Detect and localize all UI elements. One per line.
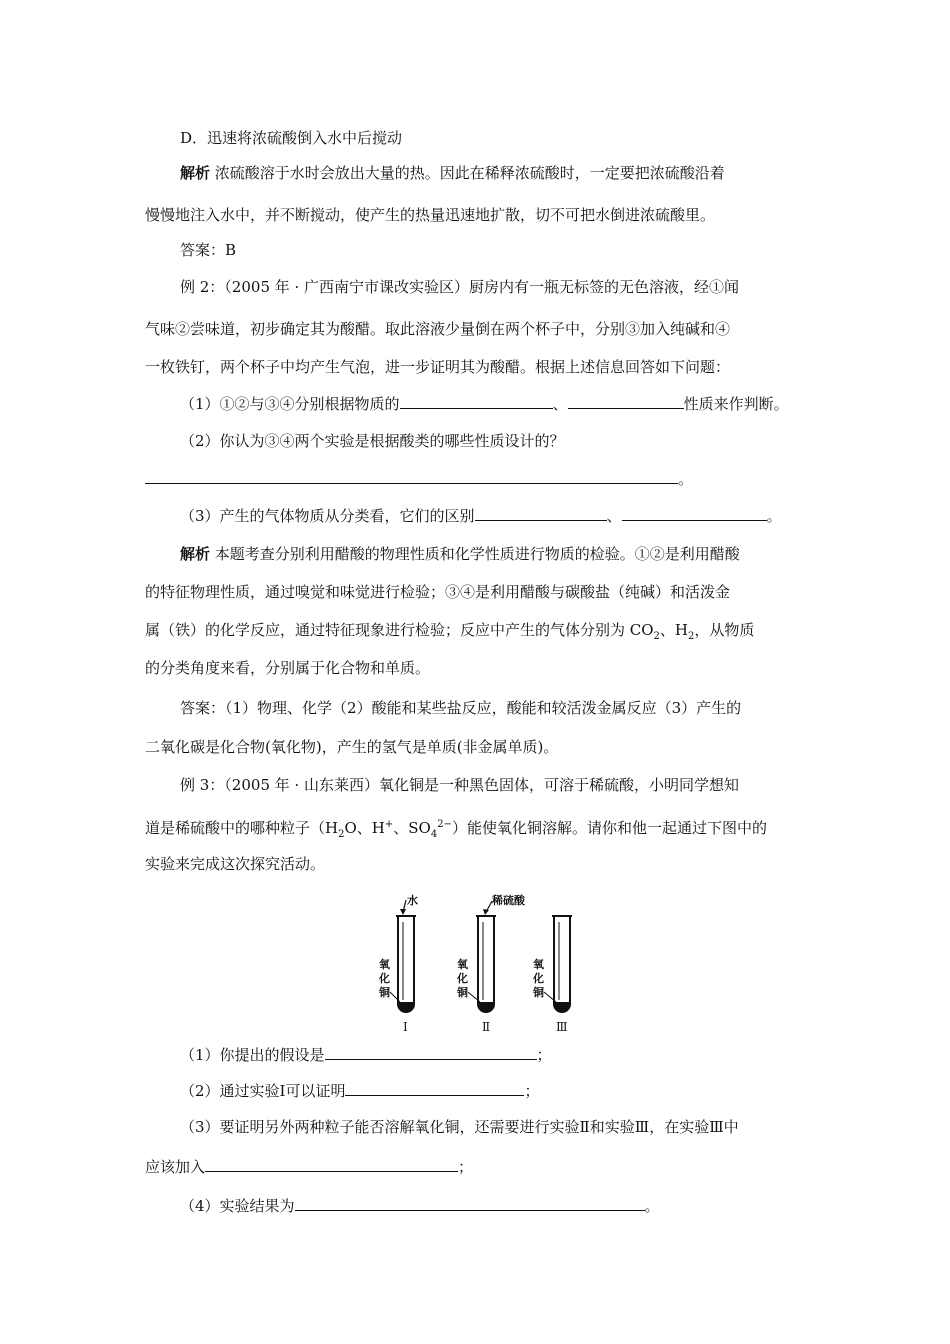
analysis-1-line-1 bbox=[180, 163, 725, 183]
period: 。 bbox=[644, 1197, 660, 1215]
example-3-question-2 bbox=[180, 1081, 540, 1101]
subscript: 2 bbox=[653, 631, 660, 642]
tube-label-2: Ⅱ bbox=[482, 1020, 491, 1034]
period: 。 bbox=[678, 470, 694, 488]
analysis-2-line-1 bbox=[180, 544, 740, 564]
example-3-line-1: 例 3：（2005 年 · 山东莱西）氧化铜是一种黑色固体，可溶于稀硫酸，小明同学想知 bbox=[180, 776, 740, 794]
test-tube-figure bbox=[370, 888, 585, 1035]
label-cuo-3: 铜 bbox=[379, 986, 390, 999]
analysis-1-line-2: 慢慢地注入水中，并不断搅动，使产生的热量迅速地扩散，切不可把水倒进浓硫酸里。 bbox=[145, 206, 716, 224]
analysis-label: 解析 bbox=[180, 164, 211, 182]
answer-blank[interactable] bbox=[345, 1081, 524, 1096]
answer-blank[interactable] bbox=[622, 506, 767, 521]
example-3-question-1 bbox=[180, 1045, 552, 1065]
example-2-line-1: 例 2：（2005 年 · 广西南宁市课改实验区）厨房内有一瓶无标签的无色溶液，经①闻 bbox=[180, 278, 740, 296]
text: 、SO bbox=[393, 819, 431, 837]
example-3-question-3-line-1: （3）要证明另外两种粒子能否溶解氧化铜，还需要进行实验Ⅱ和实验Ⅲ，在实验Ⅲ中 bbox=[180, 1118, 739, 1136]
subscript: 4 bbox=[430, 829, 438, 840]
tube-label-3: Ⅲ bbox=[556, 1020, 568, 1034]
example-3-question-4 bbox=[180, 1196, 660, 1216]
answer-blank[interactable] bbox=[145, 469, 678, 484]
separator: 、 bbox=[552, 395, 568, 413]
answer-blank[interactable] bbox=[475, 506, 607, 521]
text: ，从物质 bbox=[694, 621, 755, 639]
semicolon: ； bbox=[536, 1046, 552, 1064]
option-d: D．迅速将浓硫酸倒入水中后搅动 bbox=[180, 129, 403, 147]
analysis-2-line-4: 的分类角度来看，分别属于化合物和单质。 bbox=[145, 659, 431, 677]
question-text: （3）产生的气体物质从分类看，它们的区别 bbox=[180, 507, 475, 525]
answer-blank[interactable] bbox=[325, 1045, 537, 1060]
superscript: 2− bbox=[437, 819, 452, 830]
text: 道是稀硫酸中的哪种粒子（H bbox=[145, 819, 339, 837]
label-dilute-sulfuric-acid: 稀硫酸 bbox=[492, 894, 525, 907]
answer-blank[interactable] bbox=[568, 394, 684, 409]
example-2-line-3: 一枚铁钉，两个杯子中均产生气泡，进一步证明其为酸醋。根据上述信息回答如下问题： bbox=[145, 358, 731, 376]
label-cuo-1: 氧 bbox=[533, 958, 544, 971]
question-text: 性质来作判断。 bbox=[683, 395, 789, 413]
label-cuo-3: 铜 bbox=[533, 986, 544, 999]
example-3-line-3: 实验来完成这次探究活动。 bbox=[145, 855, 326, 873]
analysis-text: 本题考查分别利用醋酸的物理性质和化学性质进行物质的检验。①②是利用醋酸 bbox=[214, 545, 740, 563]
semicolon: ； bbox=[524, 1082, 540, 1100]
separator: 、 bbox=[606, 507, 622, 525]
period: 。 bbox=[766, 507, 782, 525]
answer-1: 答案：B bbox=[180, 241, 237, 259]
analysis-2-line-3 bbox=[145, 620, 754, 647]
label-cuo-2: 化 bbox=[379, 972, 390, 985]
superscript: + bbox=[384, 819, 394, 830]
analysis-label: 解析 bbox=[180, 545, 211, 563]
subscript: 2 bbox=[688, 631, 695, 642]
example-3-line-2 bbox=[145, 815, 767, 845]
answer-blank[interactable] bbox=[295, 1196, 645, 1211]
subscript: 2 bbox=[338, 829, 345, 840]
question-text: （1）你提出的假设是 bbox=[180, 1046, 325, 1064]
example-2-question-3 bbox=[180, 506, 782, 526]
answer-blank[interactable] bbox=[205, 1157, 458, 1172]
text: 、H bbox=[659, 621, 689, 639]
question-text: 应该加入 bbox=[145, 1158, 206, 1176]
tube-label-1: Ⅰ bbox=[403, 1020, 408, 1034]
text: O、H bbox=[344, 819, 385, 837]
example-3-question-3-line-2 bbox=[145, 1157, 473, 1177]
analysis-2-line-2: 的特征物理性质，通过嗅觉和味觉进行检验；③④是利用醋酸与碳酸盐（纯碱）和活泼金 bbox=[145, 583, 731, 601]
example-2-question-2-answer bbox=[145, 469, 693, 489]
text: ）能使氧化铜溶解。请你和他一起通过下图中的 bbox=[451, 819, 767, 837]
analysis-text: 浓硫酸溶于水时会放出大量的热。因此在稀释浓硫酸时，一定要把浓硫酸沿着 bbox=[214, 164, 725, 182]
label-cuo-3: 铜 bbox=[457, 986, 468, 999]
example-2-line-2: 气味②尝味道，初步确定其为酸醋。取此溶液少量倒在两个杯子中，分别③加入纯碱和④ bbox=[145, 320, 731, 338]
semicolon: ； bbox=[458, 1158, 474, 1176]
label-cuo-2: 化 bbox=[457, 972, 468, 985]
example-2-question-1 bbox=[180, 394, 789, 414]
question-text: （2）通过实验Ⅰ可以证明 bbox=[180, 1082, 346, 1100]
label-cuo-2: 化 bbox=[533, 972, 544, 985]
label-water: 水 bbox=[407, 894, 418, 907]
label-cuo-1: 氧 bbox=[457, 958, 468, 971]
question-text: （4）实验结果为 bbox=[180, 1197, 295, 1215]
answer-2-line-2: 二氧化碳是化合物(氧化物)，产生的氢气是单质(非金属单质)。 bbox=[145, 738, 559, 756]
example-2-question-2: （2）你认为③④两个实验是根据酸类的哪些性质设计的？ bbox=[180, 432, 565, 450]
text: 属（铁）的化学反应，通过特征现象进行检验；反应中产生的气体分别为 CO bbox=[145, 621, 654, 639]
question-text: （1）①②与③④分别根据物质的 bbox=[180, 395, 400, 413]
answer-2-line-1: 答案：（1）物理、化学（2）酸能和某些盐反应，酸能和较活泼金属反应（3）产生的 bbox=[180, 699, 742, 717]
label-cuo-1: 氧 bbox=[379, 958, 390, 971]
answer-blank[interactable] bbox=[400, 394, 553, 409]
